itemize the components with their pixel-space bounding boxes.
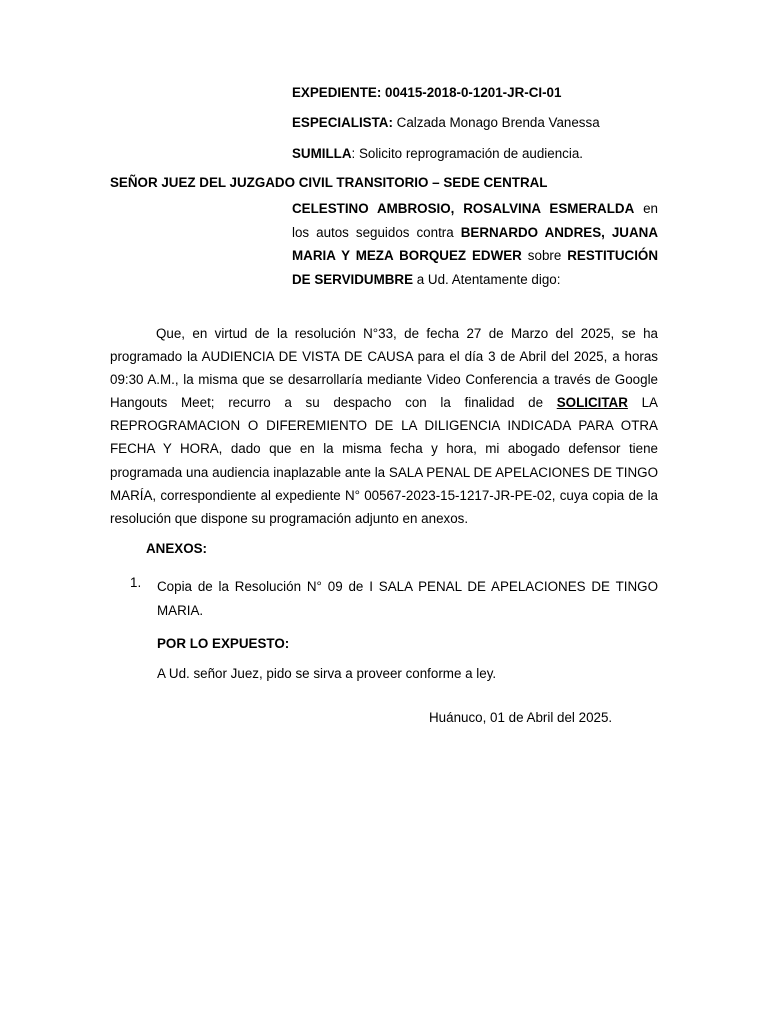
- especialista-line: [292, 115, 600, 130]
- expediente-line: [292, 85, 561, 100]
- parties-text-1: en los autos seguidos contra: [292, 201, 658, 240]
- parties-text-2: sobre: [521, 248, 568, 264]
- closing-request: A Ud. señor Juez, pido se sirva a proveer conforme a ley.: [157, 666, 497, 681]
- expediente-label: EXPEDIENTE:: [292, 85, 382, 100]
- case-matter: RESTITUCIÓN DE SERVIDUMBRE: [292, 248, 659, 287]
- petitioner-name: CELESTINO AMBROSIO, ROSALVINA ESMERALDA: [292, 201, 635, 216]
- addressee: SEÑOR JUEZ DEL JUZGADO CIVIL TRANSITORIO – SEDE CENTRAL: [110, 175, 548, 190]
- especialista-label: ESPECIALISTA:: [292, 115, 393, 130]
- expuesto-heading: POR LO EXPUESTO:: [157, 636, 290, 651]
- parties-paragraph: [292, 197, 658, 291]
- expediente-number: 00415-2018-0-1201-JR-CI-01: [385, 85, 562, 100]
- body-text-2: LA REPROGRAMACION O DIFEREMIENTO DE LA DILIGENCIA INDICADA PARA OTRA FECHA Y HORA, dado que en la misma fecha y hora, mi abogado defensor tiene programada una audiencia inaplazable ante la SALA PENAL DE APELACIONES DE TINGO MARÍA, correspondiente al expediente N° 00567-2023-15-1217-JR-PE-02, cuya copia de la resolución que dispone su programación adjunto en anexos.: [110, 395, 658, 526]
- sumilla-label: SUMILLA: [292, 146, 352, 161]
- sumilla-text: : Solicito reprogramación de audiencia.: [351, 146, 584, 161]
- body-text-1: Que, en virtud de la resolución N°33, de fecha 27 de Marzo del 2025, se ha programado la AUDIENCIA DE VISTA DE CAUSA para el día 3 de Abril del 2025, a horas 09:30 A.M., la misma que se desarrollaría mediante Video Conferencia a través de Google Hangouts Meet; recurro a su despacho con la finalidad de: [110, 326, 658, 411]
- anexo-number: 1.: [130, 575, 142, 590]
- body-paragraph: [110, 322, 658, 530]
- anexos-heading: ANEXOS:: [146, 541, 208, 556]
- place-date: Huánuco, 01 de Abril del 2025.: [429, 710, 613, 725]
- anexo-text: Copia de la Resolución N° 09 de I SALA PENAL DE APELACIONES DE TINGO MARIA.: [157, 579, 658, 618]
- defendants-names: BERNARDO ANDRES, JUANA MARIA Y MEZA BORQUEZ EDWER: [292, 224, 658, 264]
- sumilla-line: [292, 146, 583, 161]
- parties-text-3: a Ud. Atentamente digo:: [413, 271, 561, 287]
- especialista-name: Calzada Monago Brenda Vanessa: [396, 115, 600, 130]
- solicitar-emphasis: SOLICITAR: [556, 395, 628, 411]
